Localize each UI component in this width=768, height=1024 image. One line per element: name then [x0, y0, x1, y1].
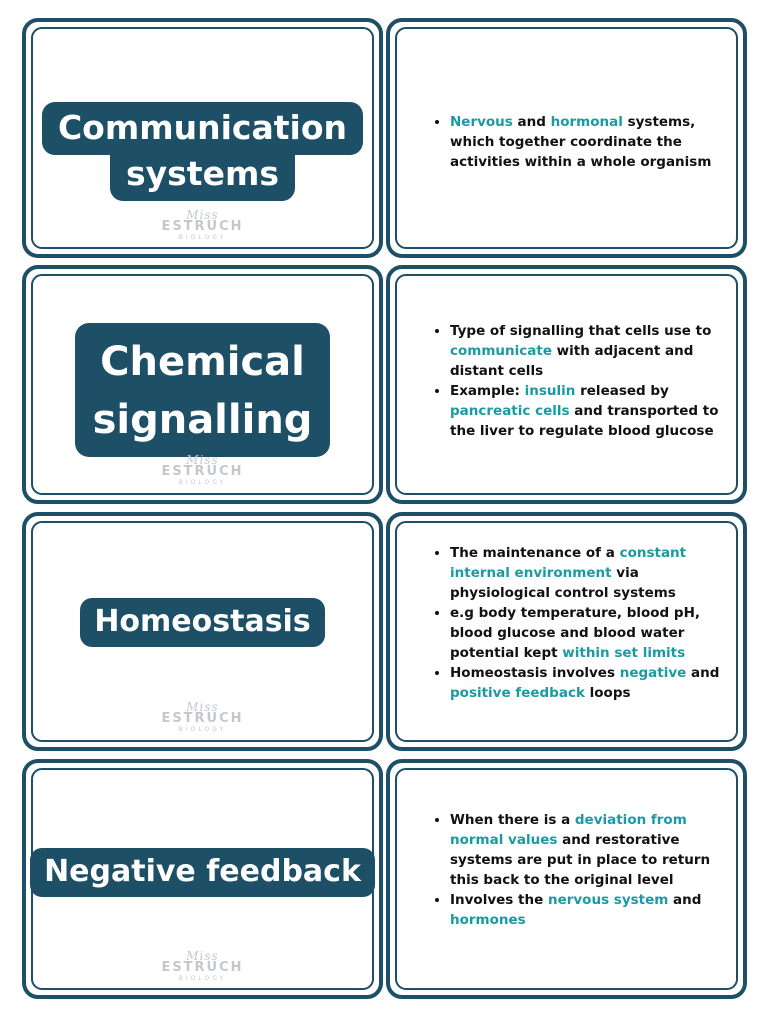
definition-card-communication-systems — [386, 18, 747, 258]
miss-estruch-logo: Miss ESTRUCH BIOLOGY — [161, 208, 244, 241]
term-card-communication-systems — [22, 18, 383, 258]
definition-bullet: • Homeostasis involves negative and positive feedback loops — [450, 663, 720, 703]
term-card-homeostasis — [22, 512, 383, 751]
term-title — [26, 323, 379, 457]
definition-list — [432, 810, 720, 930]
definition-bullet: • When there is a deviation from normal values and restorative systems are put in place to return this back to the original level — [450, 810, 720, 890]
definition-bullet: • Example: insulin released by pancreatic cells and transported to the liver to regulate blood glucose — [450, 381, 720, 441]
term-card-chemical-signalling — [22, 265, 383, 504]
definition-card-negative-feedback — [386, 759, 747, 999]
definition-card-homeostasis — [386, 512, 747, 751]
definition-bullet: • The maintenance of a constant internal environment via physiological control systems — [450, 543, 720, 603]
definition-bullet: • e.g body temperature, blood pH, blood glucose and blood water potential kept within set limits — [450, 603, 720, 663]
miss-estruch-logo: Miss ESTRUCH BIOLOGY — [161, 453, 244, 486]
miss-estruch-logo: Miss ESTRUCH BIOLOGY — [161, 949, 244, 982]
term-card-negative-feedback — [22, 759, 383, 999]
term-title — [26, 598, 379, 647]
definition-list — [432, 112, 720, 172]
term-title-line-1: Communication — [42, 102, 363, 155]
miss-estruch-logo: Miss ESTRUCH BIOLOGY — [161, 700, 244, 733]
definition-bullet: • Nervous and hormonal systems, which together coordinate the activities within a whole organism — [450, 112, 720, 172]
definition-bullet: • Type of signalling that cells use to communicate with adjacent and distant cells — [450, 321, 720, 381]
definition-list — [432, 321, 720, 441]
definition-card-chemical-signalling — [386, 265, 747, 504]
term-title — [26, 102, 379, 201]
term-title — [26, 848, 379, 897]
term-title-text: Chemical signalling — [75, 323, 331, 457]
definition-list — [432, 543, 720, 703]
term-title-text: Homeostasis — [80, 598, 324, 647]
term-title-line-2: systems — [110, 154, 295, 201]
term-title-text: Negative feedback — [30, 848, 375, 897]
definition-bullet: • Involves the nervous system and hormones — [450, 890, 720, 930]
